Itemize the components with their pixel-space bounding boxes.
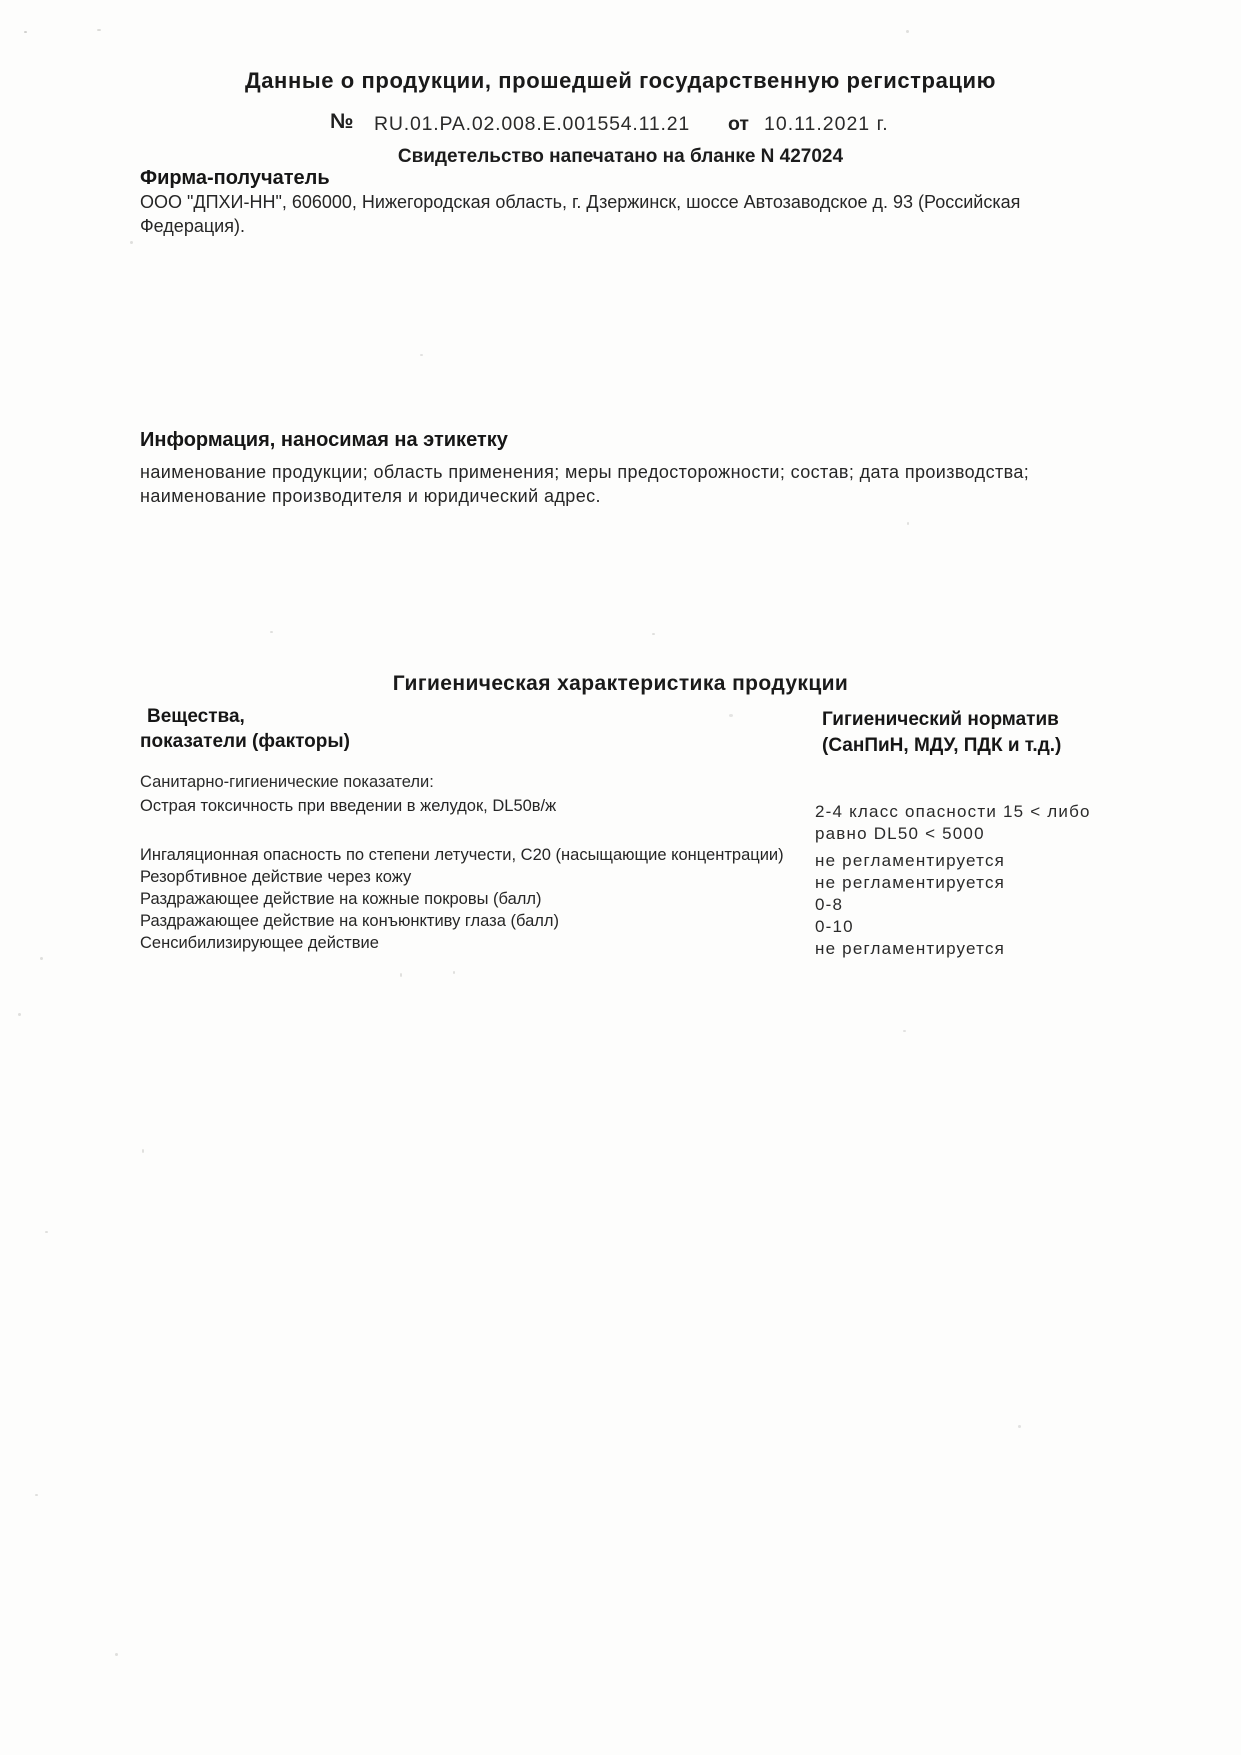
recipient-address: ООО "ДПХИ-НН", 606000, Нижегородская область, г. Дзержинск, шоссе Автозаводское д. 93 (Российская Федерация). [140,192,1021,236]
scan-speck [142,1149,144,1153]
scan-speck [270,631,273,633]
norm-cell: не регламентируется [815,873,1006,892]
registration-date: 10.11.2021 г. [764,113,889,135]
scan-speck [420,354,423,356]
registration-date-label: от [728,113,749,135]
scan-speck [453,971,455,974]
scan-speck [115,1653,118,1656]
hygiene-section-heading: Гигиеническая характеристика продукции [392,672,849,695]
indicator-cell: Ингаляционная опасность по степени летучести, С20 (насыщающие концентрации) [140,846,784,864]
norm-cell: 0-10 [815,917,854,936]
page-title: Данные о продукции, прошедшей государственную регистрацию [244,68,997,93]
sanitary-indicators-label: Санитарно-гигиенические показатели: [140,773,434,791]
indicator-cell: Сенсибилизирующее действие [140,934,379,952]
scan-speck [1018,1425,1021,1428]
label-info-text: наименование продукции; область применения; меры предосторожности; состав; дата производства; наименование производителя и юридический адрес. [140,462,1030,506]
scan-speck [652,633,655,635]
table-row [140,845,1130,870]
column-header-norm-line1: Гигиенический норматив [822,709,1059,730]
scan-speck [97,29,101,31]
scan-speck [35,1494,38,1496]
scan-speck [907,522,909,525]
column-header-substances [140,705,350,754]
registration-number-symbol: № [330,110,354,133]
column-header-norm-line2: (СанПиН, МДУ, ПДК и т.д.) [822,734,1062,756]
registration-number: RU.01.PA.02.008.E.001554.11.21 [374,113,690,135]
norm-cell: не регламентируется [815,939,1006,958]
scan-speck [729,714,733,717]
scan-speck [18,1013,21,1016]
label-info-heading: Информация, наносимая на этикетку [140,429,508,451]
column-header-substances-line2: показатели (факторы) [140,730,350,752]
indicator-cell: Раздражающее действие на конъюнктиву глаза (балл) [140,912,559,930]
column-header-norm [822,707,1061,758]
scan-speck [130,241,133,244]
norm-cell: 0-8 [815,895,844,914]
scan-speck [45,1231,48,1233]
column-header-substances-line1: Вещества, [147,706,245,727]
norm-cell: не регламентируется [815,851,1006,870]
indicator-cell: Резорбтивное действие через кожу [140,868,412,886]
scan-speck [40,957,43,960]
hygiene-table [140,796,1130,958]
scan-speck [903,1030,906,1032]
norm-cell: 2-4 класс опасности 15 < либо равно DL50 < 5000 [815,802,1091,843]
scan-speck [24,31,27,33]
scan-speck [906,30,909,33]
indicator-cell: Острая токсичность при введении в желудок, DL50в/ж [140,797,557,815]
recipient-heading: Фирма-получатель [140,167,330,189]
table-row [140,796,1130,843]
certificate-blank-note: Свидетельство напечатано на бланке N 427024 [397,146,844,167]
indicator-cell: Раздражающее действие на кожные покровы (балл) [140,890,542,908]
scan-speck [400,973,402,977]
